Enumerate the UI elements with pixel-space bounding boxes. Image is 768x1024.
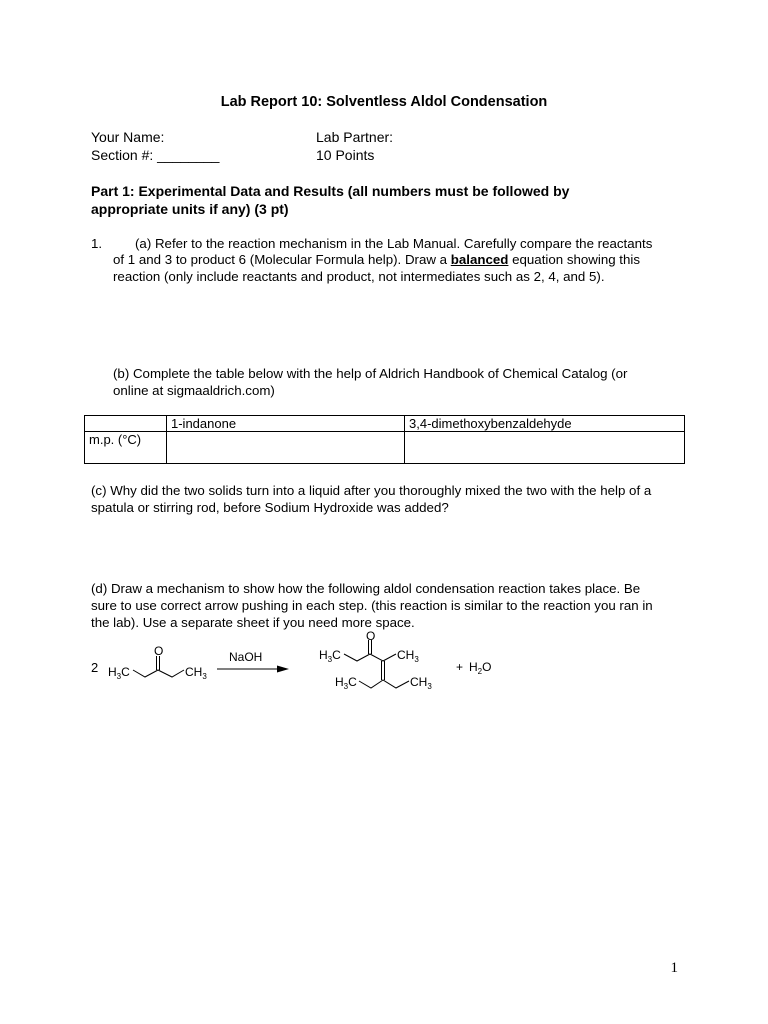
question-number: 1. <box>91 236 103 251</box>
points-label: 10 Points <box>316 147 375 163</box>
table-row <box>85 432 685 464</box>
part1-heading-line1: Part 1: Experimental Data and Results (all numbers must be followed by <box>91 183 570 199</box>
table-header-row <box>85 416 685 432</box>
product-sub3-a: 3 <box>327 655 333 664</box>
water-o: O <box>482 660 492 674</box>
section-label: Section #: ________ <box>91 147 220 163</box>
reactant-ch: CH <box>185 665 203 679</box>
question-a-line3: reaction (only include reactants and product, not intermediates such as 2, 4, and 5). <box>113 269 605 284</box>
table-row-label: m.p. (°C) <box>85 432 167 464</box>
table-cell-indanone-mp[interactable] <box>167 432 405 464</box>
reagent-naoh: NaOH <box>229 650 263 664</box>
part1-heading-line2: appropriate units if any) (3 pt) <box>91 201 289 217</box>
product-top-chain <box>344 654 396 661</box>
reaction-arrow-head <box>277 666 289 673</box>
product-h-b: H <box>335 675 344 689</box>
question-a-line2-post: equation showing this <box>508 252 641 267</box>
water-formula <box>469 660 491 676</box>
question-b-line1: (b) Complete the table below with the help of Aldrich Handbook of Chemical Catalog (or <box>113 366 628 381</box>
product-methyl-bottom-left <box>335 675 357 691</box>
product-c-a: C <box>332 648 341 662</box>
reactant-methyl-left <box>108 665 130 681</box>
aldol-reaction-scheme <box>0 620 768 710</box>
product-ch-sub3-a: 3 <box>414 655 419 664</box>
reactant-methyl-right <box>185 665 207 681</box>
page-number: 1 <box>670 960 678 976</box>
your-name-label: Your Name: <box>91 129 165 145</box>
product-methyl-top-left <box>319 648 341 664</box>
question-b-line2: online at sigmaaldrich.com) <box>113 383 275 398</box>
question-c-line1: (c) Why did the two solids turn into a liquid after you thoroughly mixed the two with the help of a <box>91 483 652 498</box>
lab-partner-label: Lab Partner: <box>316 129 394 145</box>
product-methyl-top-right <box>397 648 419 664</box>
product-ch-sub3-b: 3 <box>427 682 432 691</box>
reactant-h: H <box>108 665 117 679</box>
balanced-emphasis: balanced <box>450 252 509 267</box>
product-bottom-chain <box>359 680 409 688</box>
question-a-line2 <box>113 251 640 268</box>
question-c-line2: spatula or stirring rod, before Sodium Hydroxide was added? <box>91 500 449 515</box>
reactant-c: C <box>121 665 130 679</box>
reactant-sub3: 3 <box>116 672 122 681</box>
product-ch-a: CH <box>397 648 415 662</box>
table-cell-dimethoxybenzaldehyde-mp[interactable] <box>405 432 685 464</box>
product-h-a: H <box>319 648 328 662</box>
product-c-b: C <box>348 675 357 689</box>
table-corner-cell <box>85 416 167 432</box>
table-header-indanone: 1-indanone <box>167 416 405 432</box>
reactant-carbon-chain <box>133 670 184 677</box>
plus-sign: + <box>456 660 464 674</box>
question-d-line2: sure to use correct arrow pushing in each step. (this reaction is similar to the reaction you ran in <box>91 598 653 613</box>
question-d-line3: the lab). Use a separate sheet if you need more space. <box>91 615 415 630</box>
question-a-line1: (a) Refer to the reaction mechanism in the Lab Manual. Carefully compare the reactants <box>135 236 653 251</box>
reactant-coefficient: 2 <box>91 660 99 675</box>
question-a-line2-pre: of 1 and 3 to product 6 (Molecular Formula help). Draw a <box>113 252 451 267</box>
product-methyl-bottom-right <box>410 675 432 691</box>
water-sub2: 2 <box>477 667 483 676</box>
reactant-ch-sub3: 3 <box>202 672 207 681</box>
melting-point-table <box>84 415 685 464</box>
water-h: H <box>469 660 478 674</box>
product-sub3-b: 3 <box>343 682 349 691</box>
product-oxygen: O <box>366 629 376 643</box>
product-ch-b: CH <box>410 675 428 689</box>
page-title: Lab Report 10: Solventless Aldol Condensation <box>220 94 548 110</box>
table-header-dimethoxybenzaldehyde: 3,4-dimethoxybenzaldehyde <box>405 416 685 432</box>
question-d-line1: (d) Draw a mechanism to show how the following aldol condensation reaction takes place. Be <box>91 581 641 596</box>
reactant-oxygen: O <box>154 644 164 658</box>
